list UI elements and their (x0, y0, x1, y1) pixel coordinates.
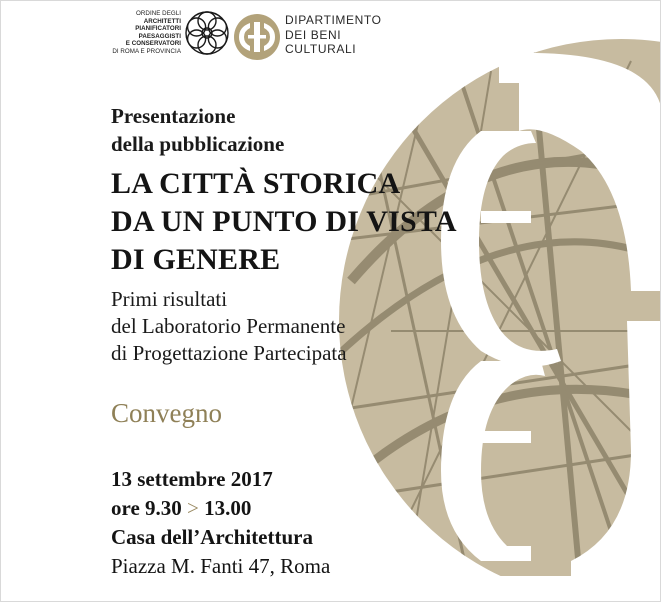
publication-title: LA CITTÀ STORICA DA UN PUNTO DI VISTA DI GENERE (111, 167, 457, 276)
dbc-monogram-icon (233, 13, 281, 61)
intro-heading: Presentazione della pubblicazione (111, 104, 285, 156)
dbc-logo-text: DIPARTIMENTO DEI BENI CULTURALI (285, 13, 382, 56)
publication-subtitle: Primi risultati del Laboratorio Permanente di Progettazione Partecipata (111, 287, 347, 365)
event-time: ore 9.30 > 13.00 (111, 496, 252, 520)
time-separator: > (187, 496, 199, 520)
event-details (111, 465, 330, 581)
rosette-emblem-icon (184, 10, 230, 56)
event-venue: Casa dell’Architettura (111, 525, 313, 549)
order-logo-text: ORDINE DEGLI ARCHITETTI PIANIFICATORI PAESAGGISTI E CONSERVATORI DI ROMA E PROVINCIA (112, 10, 181, 55)
event-date: 13 settembre 2017 (111, 467, 273, 491)
event-type-label: Convegno (111, 398, 222, 428)
event-address: Piazza M. Fanti 47, Roma (111, 554, 331, 578)
background-monogram-graphic (331, 31, 661, 576)
